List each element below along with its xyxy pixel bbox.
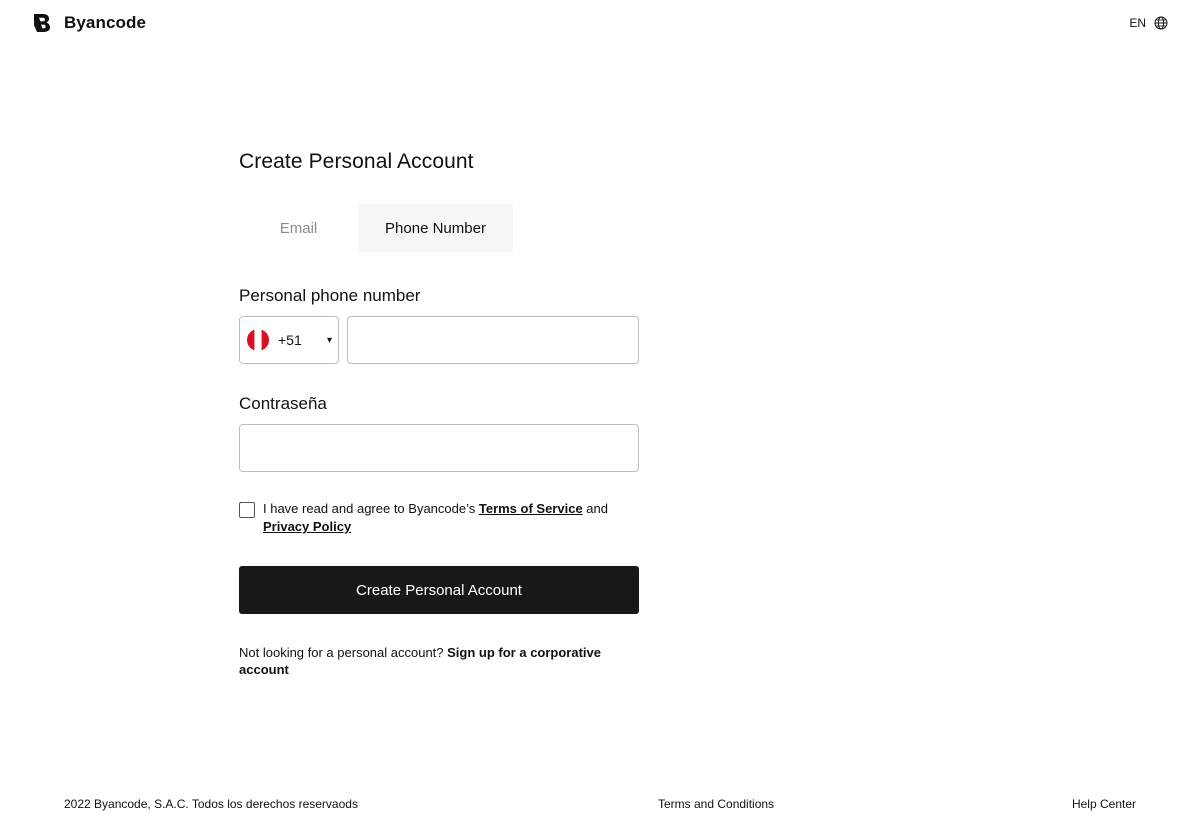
terms-checkbox[interactable]: [239, 502, 255, 518]
corporate-signup-link[interactable]: Sign up for a corporative account: [239, 645, 601, 677]
signup-form: [239, 150, 639, 678]
footer-copyright: 2022 Byancode, S.A.C. Todos los derechos reservaods: [64, 797, 358, 811]
country-code-select[interactable]: [239, 316, 339, 364]
globe-icon: [1154, 16, 1168, 30]
chevron-down-icon: ▾: [326, 334, 332, 346]
footer: [0, 797, 1200, 815]
terms-text: [263, 500, 639, 536]
password-input[interactable]: [239, 424, 639, 472]
create-account-button[interactable]: Create Personal Account: [239, 566, 639, 614]
signup-method-tabs: [239, 204, 639, 252]
password-label: Contraseña: [239, 394, 327, 413]
tab-email[interactable]: Email: [279, 219, 318, 237]
brand-name: Byancode: [64, 13, 147, 32]
dial-code: +51: [278, 332, 302, 348]
phone-row: [239, 316, 639, 364]
byancode-logo-icon: [32, 13, 52, 33]
terms-of-service-link[interactable]: Terms of Service: [478, 501, 583, 516]
top-bar: [0, 0, 1200, 46]
peru-flag-icon: [247, 329, 269, 351]
phone-number-input[interactable]: [347, 316, 639, 364]
corporate-signup-prompt: [239, 644, 639, 678]
language-selector[interactable]: [1129, 16, 1168, 30]
brand-logo[interactable]: [32, 13, 146, 33]
footer-help-center-link[interactable]: Help Center: [1071, 797, 1136, 811]
terms-prefix: I have read and agree to Byancode’s: [263, 501, 479, 516]
terms-middle: and: [582, 501, 608, 516]
page-title: Create Personal Account: [239, 150, 474, 173]
phone-label: Personal phone number: [239, 286, 421, 305]
footer-terms-link[interactable]: Terms and Conditions: [658, 797, 775, 811]
terms-agreement: [239, 500, 639, 536]
privacy-policy-link[interactable]: Privacy Policy: [263, 519, 352, 534]
corporate-signup-text: Not looking for a personal account?: [239, 645, 448, 660]
tab-phone-number[interactable]: Phone Number: [358, 204, 513, 252]
language-code: EN: [1129, 16, 1146, 30]
